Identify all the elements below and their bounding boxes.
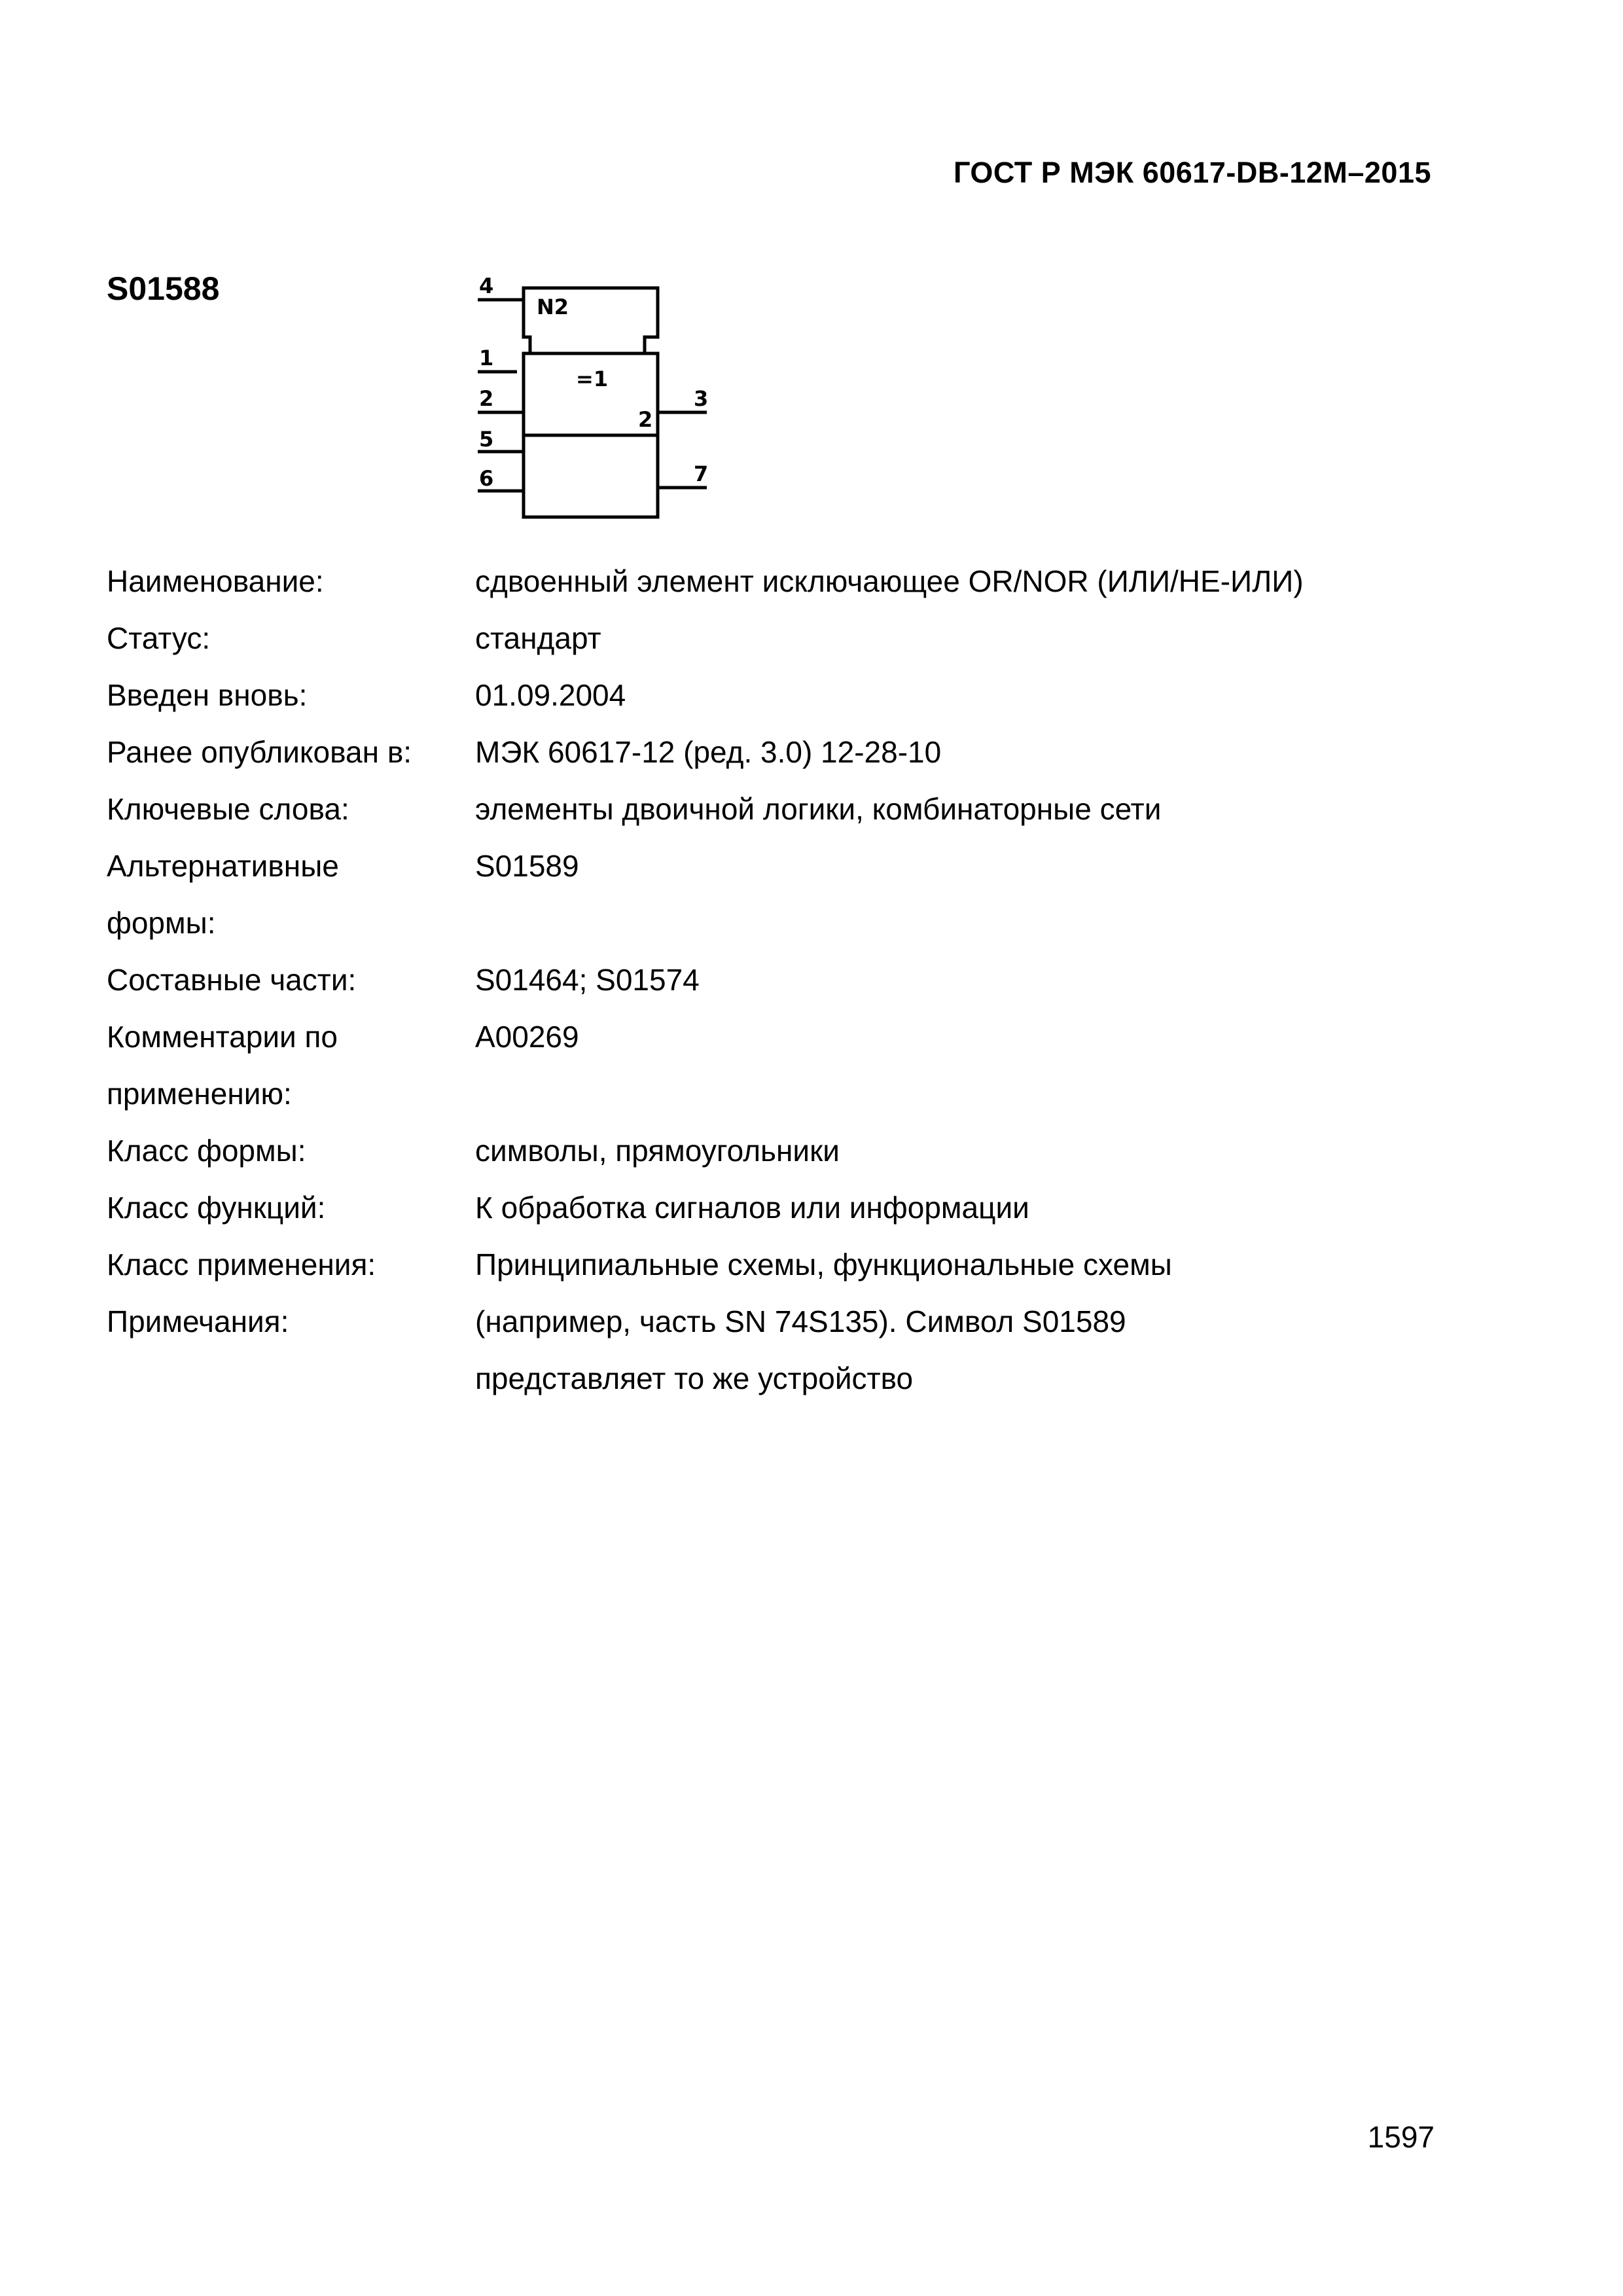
property-row bbox=[107, 952, 1455, 1009]
property-label: Составные части: bbox=[107, 963, 357, 997]
property-label: Ключевые слова: bbox=[107, 792, 349, 826]
property-row bbox=[107, 667, 1455, 724]
property-value: стандарт bbox=[475, 621, 601, 655]
property-row bbox=[107, 1122, 1455, 1179]
pin-3-label: 3 bbox=[694, 386, 709, 411]
property-label: Введен вновь: bbox=[107, 678, 308, 712]
property-value: К обработка сигналов или информации bbox=[475, 1191, 1029, 1225]
property-value: A00269 bbox=[475, 1020, 579, 1054]
property-label: Статус: bbox=[107, 621, 211, 655]
pin-4-label: 4 bbox=[479, 275, 494, 298]
property-value: Принципиальные схемы, функциональные схемы bbox=[475, 1247, 1172, 1282]
property-value: МЭК 60617-12 (ред. 3.0) 12-28-10 bbox=[475, 735, 942, 769]
property-label: Комментарии по применению: bbox=[107, 1020, 338, 1111]
property-value: элементы двоичной логики, комбинаторные сети bbox=[475, 792, 1162, 826]
property-label: Примечания: bbox=[107, 1304, 289, 1338]
property-row bbox=[107, 553, 1455, 610]
property-value: S01464; S01574 bbox=[475, 963, 700, 997]
property-value: 01.09.2004 bbox=[475, 678, 626, 712]
properties-table bbox=[107, 553, 1455, 1407]
symbol-id: S01588 bbox=[107, 270, 220, 307]
property-value: (например, часть SN 74S135). Символ S01589 представляет то же устройство bbox=[475, 1304, 1126, 1395]
property-row bbox=[107, 1009, 1455, 1122]
property-row bbox=[107, 1179, 1455, 1236]
inner-output-label: 2 bbox=[638, 407, 653, 432]
property-row bbox=[107, 610, 1455, 667]
pin-1-label: 1 bbox=[479, 346, 494, 370]
logic-symbol-diagram bbox=[471, 275, 733, 524]
control-label: N2 bbox=[537, 295, 569, 319]
pin-2-label: 2 bbox=[479, 386, 494, 411]
property-value: S01589 bbox=[475, 849, 579, 883]
property-label: Класс применения: bbox=[107, 1247, 376, 1282]
standard-designation: ГОСТ Р МЭК 60617-DB-12M–2015 bbox=[953, 156, 1431, 189]
property-row bbox=[107, 838, 1455, 952]
property-label: Класс формы: bbox=[107, 1134, 306, 1168]
function-label: =1 bbox=[576, 367, 609, 391]
page-number: 1597 bbox=[1367, 2120, 1435, 2154]
property-value: символы, прямоугольники bbox=[475, 1134, 840, 1168]
property-label: Ранее опубликован в: bbox=[107, 735, 412, 769]
property-label: Наименование: bbox=[107, 564, 324, 598]
pin-7-label: 7 bbox=[694, 461, 709, 486]
property-row bbox=[107, 1236, 1455, 1293]
property-row bbox=[107, 1293, 1455, 1407]
property-label: Альтернативные формы: bbox=[107, 849, 339, 940]
pin-5-label: 5 bbox=[479, 427, 494, 452]
property-row bbox=[107, 724, 1455, 781]
property-row bbox=[107, 781, 1455, 838]
property-value: сдвоенный элемент исключающее OR/NOR (ИЛИ/НЕ-ИЛИ) bbox=[475, 564, 1304, 598]
pin-6-label: 6 bbox=[479, 466, 494, 491]
property-label: Класс функций: bbox=[107, 1191, 326, 1225]
